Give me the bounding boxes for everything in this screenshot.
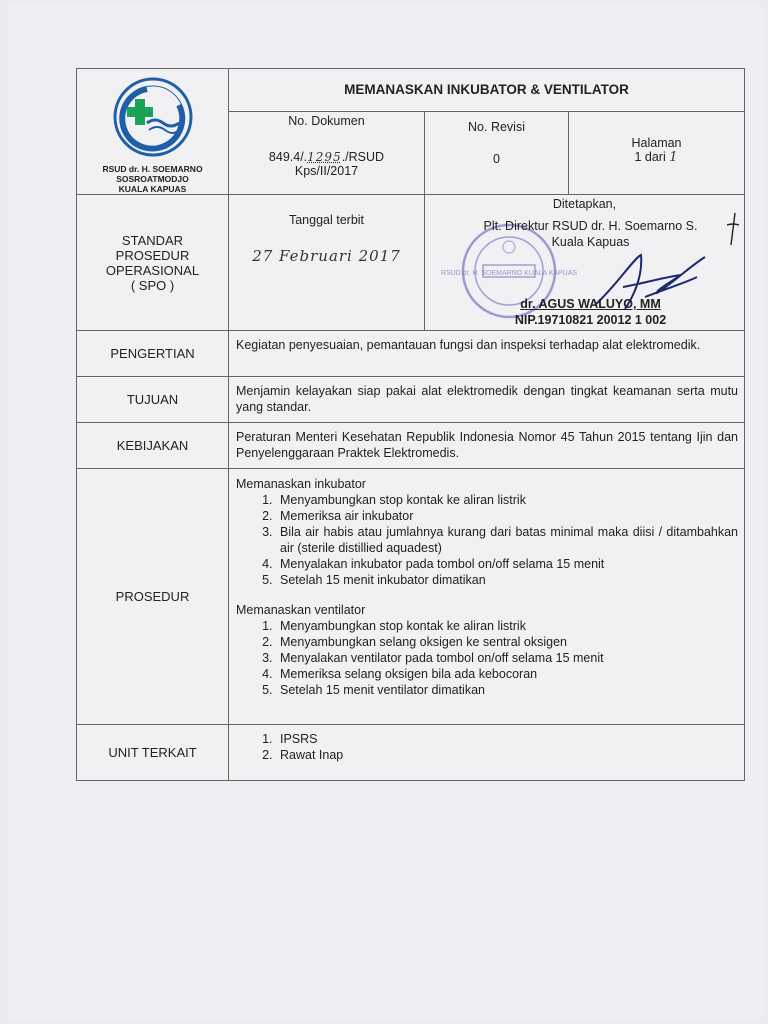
list-item: 3. Menyalakan ventilator pada tombol on/off selama 15 menit — [276, 650, 738, 666]
prosedur-section-ventilator-title: Memanaskan ventilator — [236, 603, 366, 617]
prosedur-ventilator-steps — [236, 618, 738, 698]
tujuan-label: TUJUAN — [77, 377, 229, 423]
halaman-value: 1 dari — [634, 149, 666, 164]
jabatan-line-2: Kuala Kapuas — [551, 235, 630, 249]
list-item: 1. IPSRS — [276, 731, 738, 747]
list-item: 4. Menyalakan inkubator pada tombol on/off selama 15 menit — [276, 556, 738, 572]
prosedur-label: PROSEDUR — [77, 469, 229, 725]
institution-name: RSUD dr. H. SOEMARNO SOSROATMODJO KUALA KAPUAS — [102, 164, 203, 194]
document-title: MEMANASKAN INKUBATOR & VENTILATOR — [229, 69, 745, 112]
no-dokumen-label: No. Dokumen — [288, 113, 365, 128]
no-dokumen-value: 849.4/. — [268, 149, 308, 164]
no-dokumen-cell: No. Dokumen 849.4/.1295./RSUD Kps/II/2017 — [229, 111, 425, 194]
no-revisi-label: No. Revisi — [468, 119, 525, 134]
ditetapkan-label: Ditetapkan, — [552, 197, 617, 211]
logo-motto: Bejuta & Pakaat — [138, 145, 167, 150]
halaman-label: Halaman — [631, 135, 682, 150]
stamp-text: RSUD dr. H. SOEMARNO KUALA KAPUAS — [440, 270, 578, 277]
pengertian-text: Kegiatan penyesuaian, pemantauan fungsi dan inspeksi terhadap alat elektromedik. — [229, 331, 745, 377]
unit-terkait-content — [229, 725, 745, 781]
institution-cell — [77, 69, 229, 195]
tujuan-text: Menjamin kelayakan siap pakai alat elektromedik dengan tingkat keamanan serta mutu yang standar. — [229, 377, 745, 423]
unit-terkait-label: UNIT TERKAIT — [77, 725, 229, 781]
spo-document-table — [76, 68, 745, 781]
no-dokumen-value-2: Kps/II/2017 — [294, 163, 359, 178]
pengertian-label: PENGERTIAN — [77, 331, 229, 377]
kebijakan-label: KEBIJAKAN — [77, 423, 229, 469]
halaman-handwritten: 1 — [669, 149, 679, 165]
halaman-cell — [569, 111, 745, 194]
list-item: 3. Bila air habis atau jumlahnya kurang dari batas minimal maka diisi / ditambahkan air (sterile distillied aquadest) — [276, 524, 738, 556]
list-item: 1. Menyambungkan stop kontak ke aliran listrik — [276, 492, 738, 508]
tanggal-terbit-handwritten: 27 Februari 2017 — [252, 247, 401, 265]
kebijakan-text: Peraturan Menteri Kesehatan Republik Indonesia Nomor 45 Tahun 2015 tentang Ijin dan Penyelenggaraan Praktek Elektromedis. — [229, 423, 745, 469]
list-item: 2. Rawat Inap — [276, 747, 738, 763]
list-item: 5. Setelah 15 menit inkubator dimatikan — [276, 572, 738, 588]
no-revisi-value: 0 — [493, 151, 500, 166]
ditetapkan-cell — [425, 195, 745, 331]
list-item: 1. Menyambungkan stop kontak ke aliran listrik — [276, 618, 738, 634]
jabatan-line-1: Plt. Direktur RSUD dr. H. Soemarno S. — [483, 219, 698, 233]
prosedur-section-inkubator-title: Memanaskan inkubator — [236, 477, 366, 491]
signer-nip: NIP.19710821 20012 1 002 — [514, 313, 667, 327]
tanggal-terbit-label: Tanggal terbit — [288, 213, 365, 227]
list-item: 5. Setelah 15 menit ventilator dimatikan — [276, 682, 738, 698]
spo-label: STANDAR PROSEDUR OPERASIONAL ( SPO ) — [77, 195, 229, 331]
unit-terkait-list — [236, 731, 738, 763]
no-dokumen-handwritten: 1295 — [307, 149, 342, 164]
rsud-hospital-logo-icon — [107, 75, 199, 159]
no-revisi-cell — [425, 111, 569, 194]
prosedur-inkubator-steps — [236, 492, 738, 588]
list-item: 2. Memeriksa air inkubator — [276, 508, 738, 524]
signer-name: dr. AGUS WALUYO, MM — [520, 297, 661, 311]
tanggal-terbit-cell — [229, 195, 425, 331]
prosedur-content — [229, 469, 745, 725]
paraf-mark-icon — [723, 211, 743, 247]
list-item: 2. Menyambungkan selang oksigen ke sentral oksigen — [276, 634, 738, 650]
list-item: 4. Memeriksa selang oksigen bila ada kebocoran — [276, 666, 738, 682]
